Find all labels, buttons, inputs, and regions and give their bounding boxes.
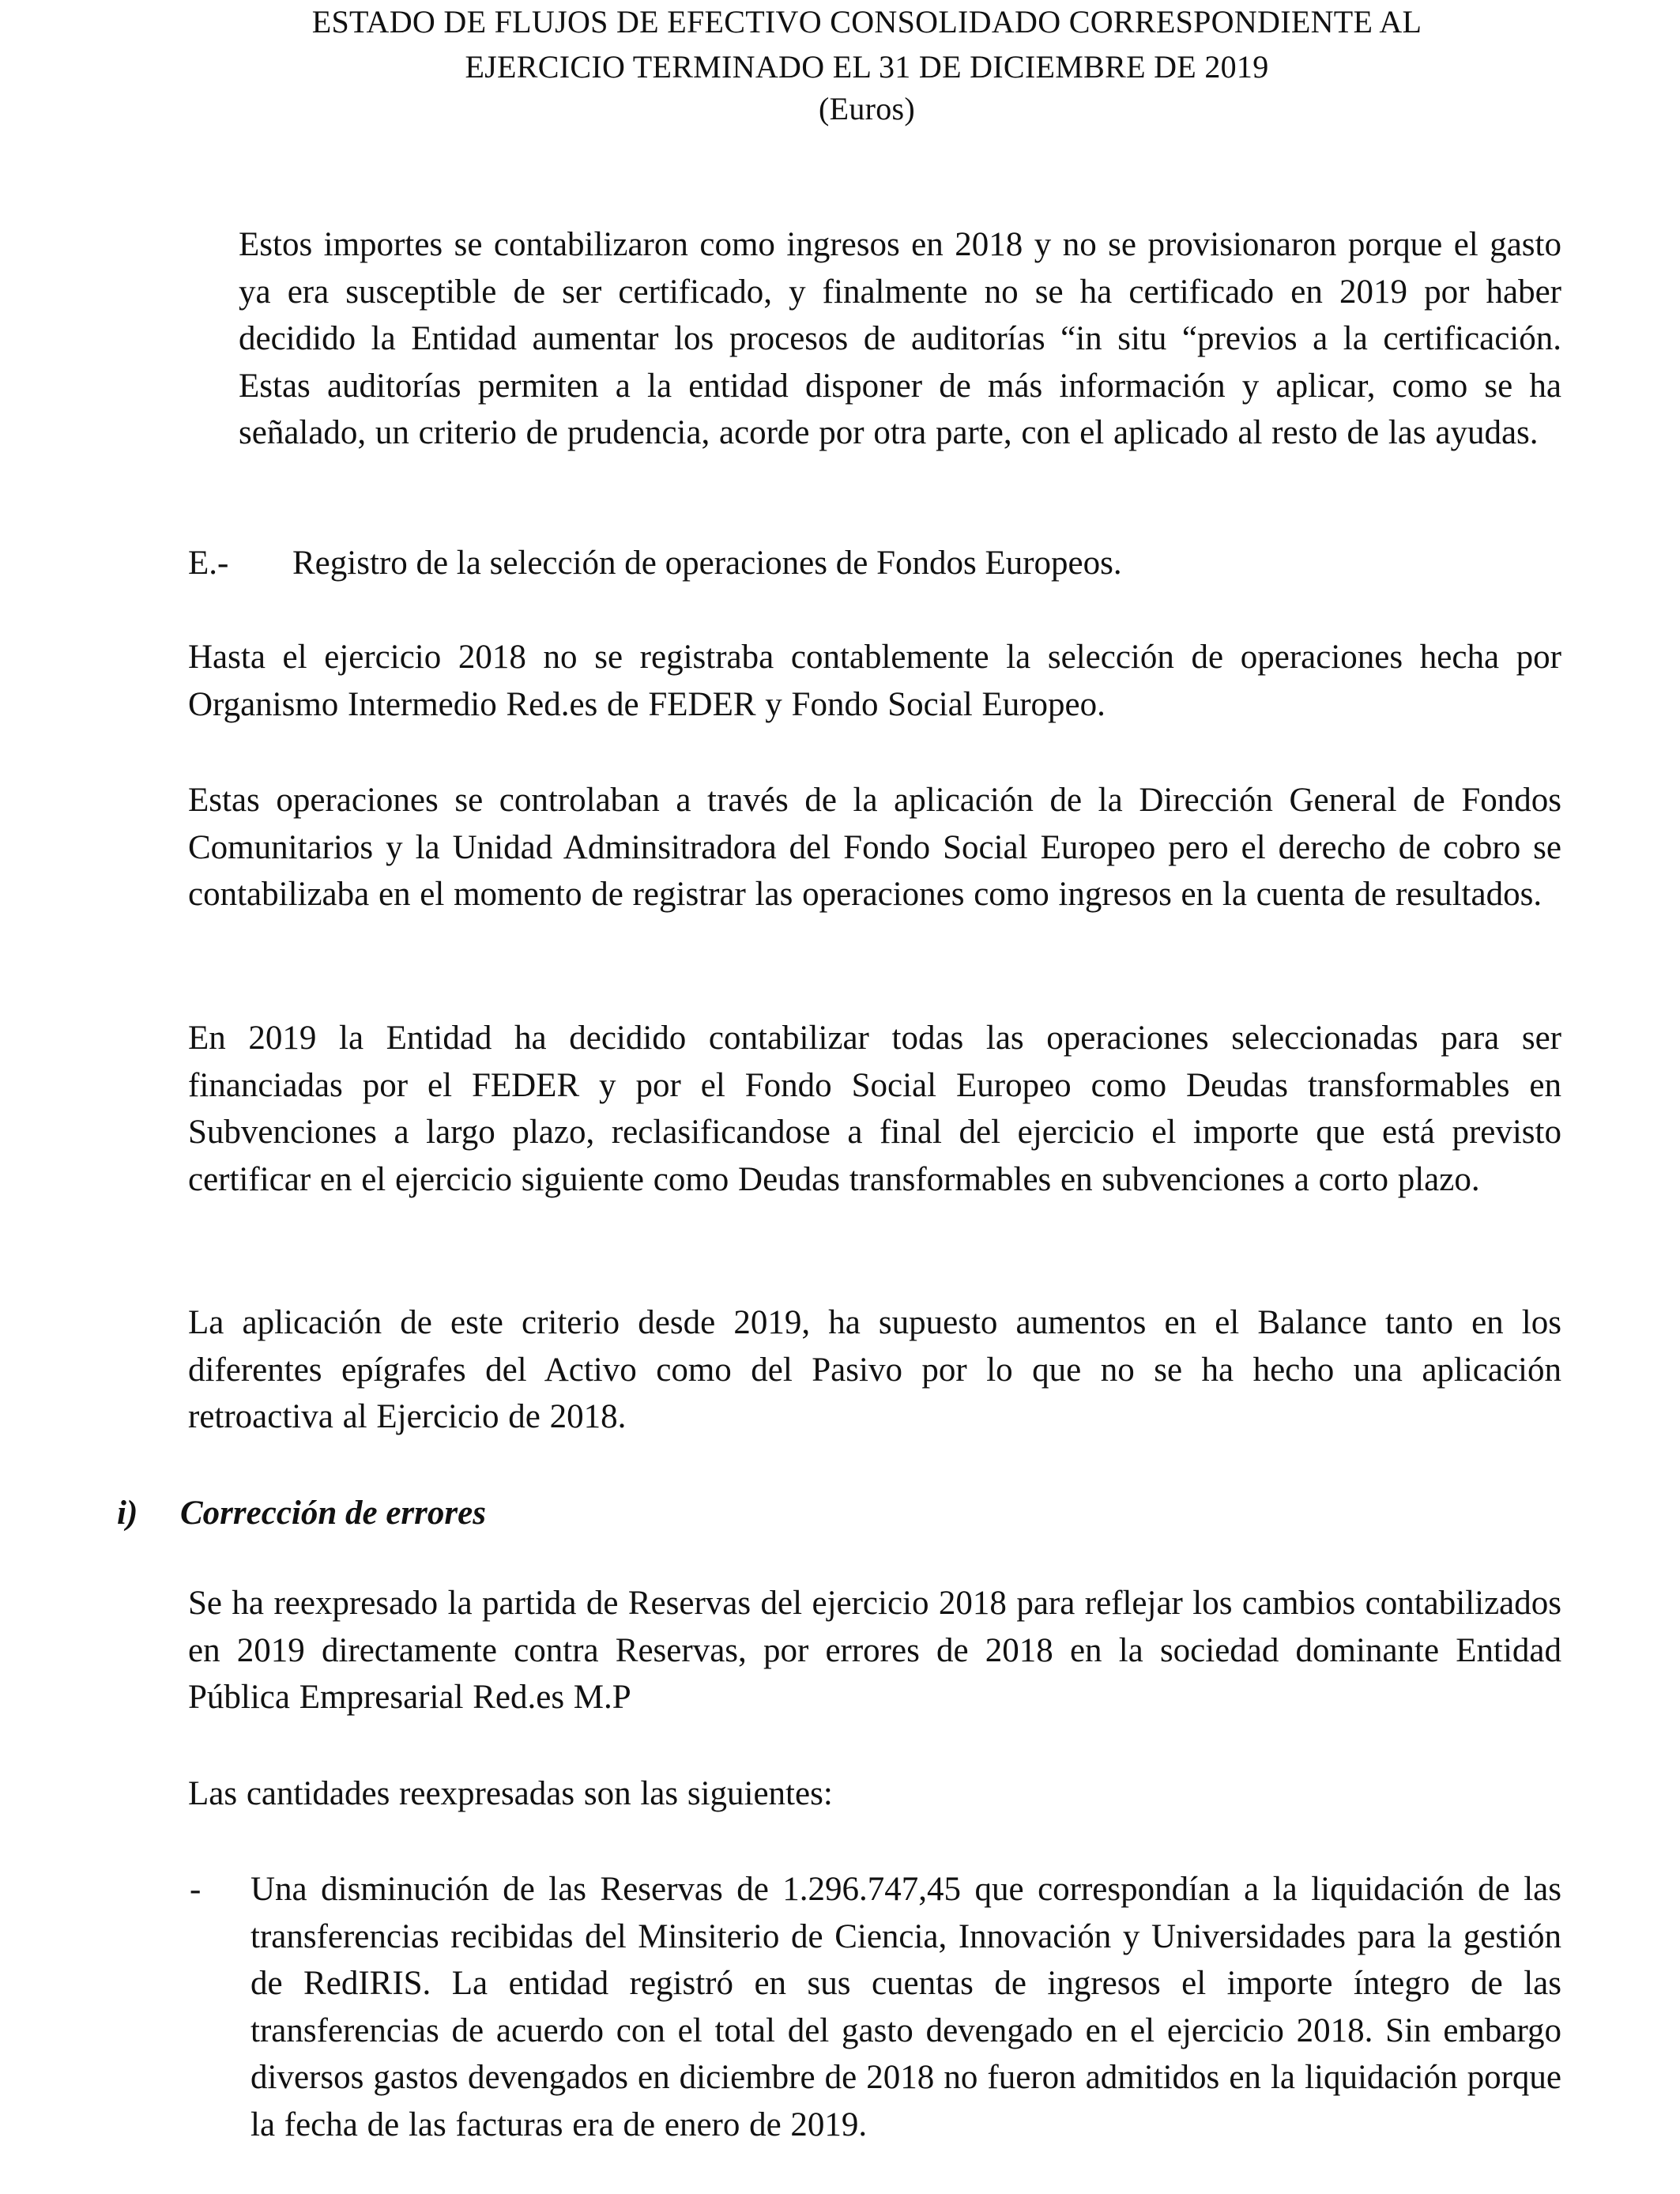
paragraph-selection-history: Hasta el ejercicio 2018 no se registraba contablemente la selección de operaciones hecha por Organismo Intermedio Red.es de FEDER y Fondo Social Europeo.	[188, 639, 1561, 723]
section-i-title: Corrección de errores	[180, 1495, 486, 1532]
list-bullet-dash: -	[190, 1871, 202, 1908]
paragraph-audit-note: Estos importes se contabilizaron como ingresos en 2018 y no se provisionaron porque el gasto ya era susceptible de ser certificado, y finalmente no se ha certificado en 2019 por haber decidido la Entidad aumentar los procesos de auditorías “in situ “previos a la certificación. Estas auditorías permiten a la entidad disponer de más información y aplicar, como se ha señalado, un criterio de prudencia, acorde por otra parte, con el aplicado al resto de las ayudas.	[239, 226, 1561, 451]
list-item-reserves-decrease: Una disminución de las Reservas de 1.296.747,45 que correspondían a la liquidación de las transferencias recibidas del Minsiterio de Ciencia, Innovación y Universidades para la gestión de RedIRIS. La entidad registró en sus cuentas de ingresos el importe íntegro de las transferencias de acuerdo con el total del gasto devengado en el ejercicio 2018. Sin embargo diversos gastos devengados en diciembre de 2018 no fueron admitidos en la liquidación porque la fecha de las facturas era de enero de 2019.	[250, 1871, 1561, 2143]
paragraph-2019-decision: En 2019 la Entidad ha decidido contabilizar todas las operaciones seleccionadas para ser financiadas por el FEDER y por el Fondo Social Europeo como Deudas transformables en Subvenciones a largo plazo, reclasificandose a final del ejercicio el importe que está previsto certificar en el ejercicio siguiente como Deudas transformables en subvenciones a corto plazo.	[188, 1020, 1561, 1198]
section-e-heading	[188, 540, 1122, 587]
section-i-heading	[117, 1490, 486, 1537]
header-title-line2: EJERCICIO TERMINADO EL 31 DE DICIEMBRE DE 2019	[465, 49, 1269, 85]
section-e-label: E.-	[188, 545, 229, 582]
section-i-number: i)	[117, 1495, 138, 1532]
header-currency: (Euros)	[818, 91, 916, 126]
paragraph-restated-amounts-intro: Las cantidades reexpresadas son las siguientes:	[188, 1775, 833, 1812]
section-e-title: Registro de la selección de operaciones de Fondos Europeos.	[292, 545, 1122, 582]
header-title-line1: ESTADO DE FLUJOS DE EFECTIVO CONSOLIDADO CORRESPONDIENTE AL	[311, 4, 1422, 40]
paragraph-criteria-application: La aplicación de este criterio desde 2019, ha supuesto aumentos en el Balance tanto en los diferentes epígrafes del Activo como del Pasivo por lo que no se ha hecho una aplicación retroactiva al Ejercicio de 2018.	[188, 1304, 1561, 1435]
paragraph-restatement: Se ha reexpresado la partida de Reservas del ejercicio 2018 para reflejar los cambios contabilizados en 2019 directamente contra Reservas, por errores de 2018 en la sociedad dominante Entidad Pública Empresarial Red.es M.P	[188, 1585, 1561, 1716]
paragraph-operations-control: Estas operaciones se controlaban a través de la aplicación de la Dirección General de Fondos Comunitarios y la Unidad Adminsitradora del Fondo Social Europeo pero el derecho de cobro se contabilizaba en el momento de registrar las operaciones como ingresos en la cuenta de resultados.	[188, 782, 1561, 913]
